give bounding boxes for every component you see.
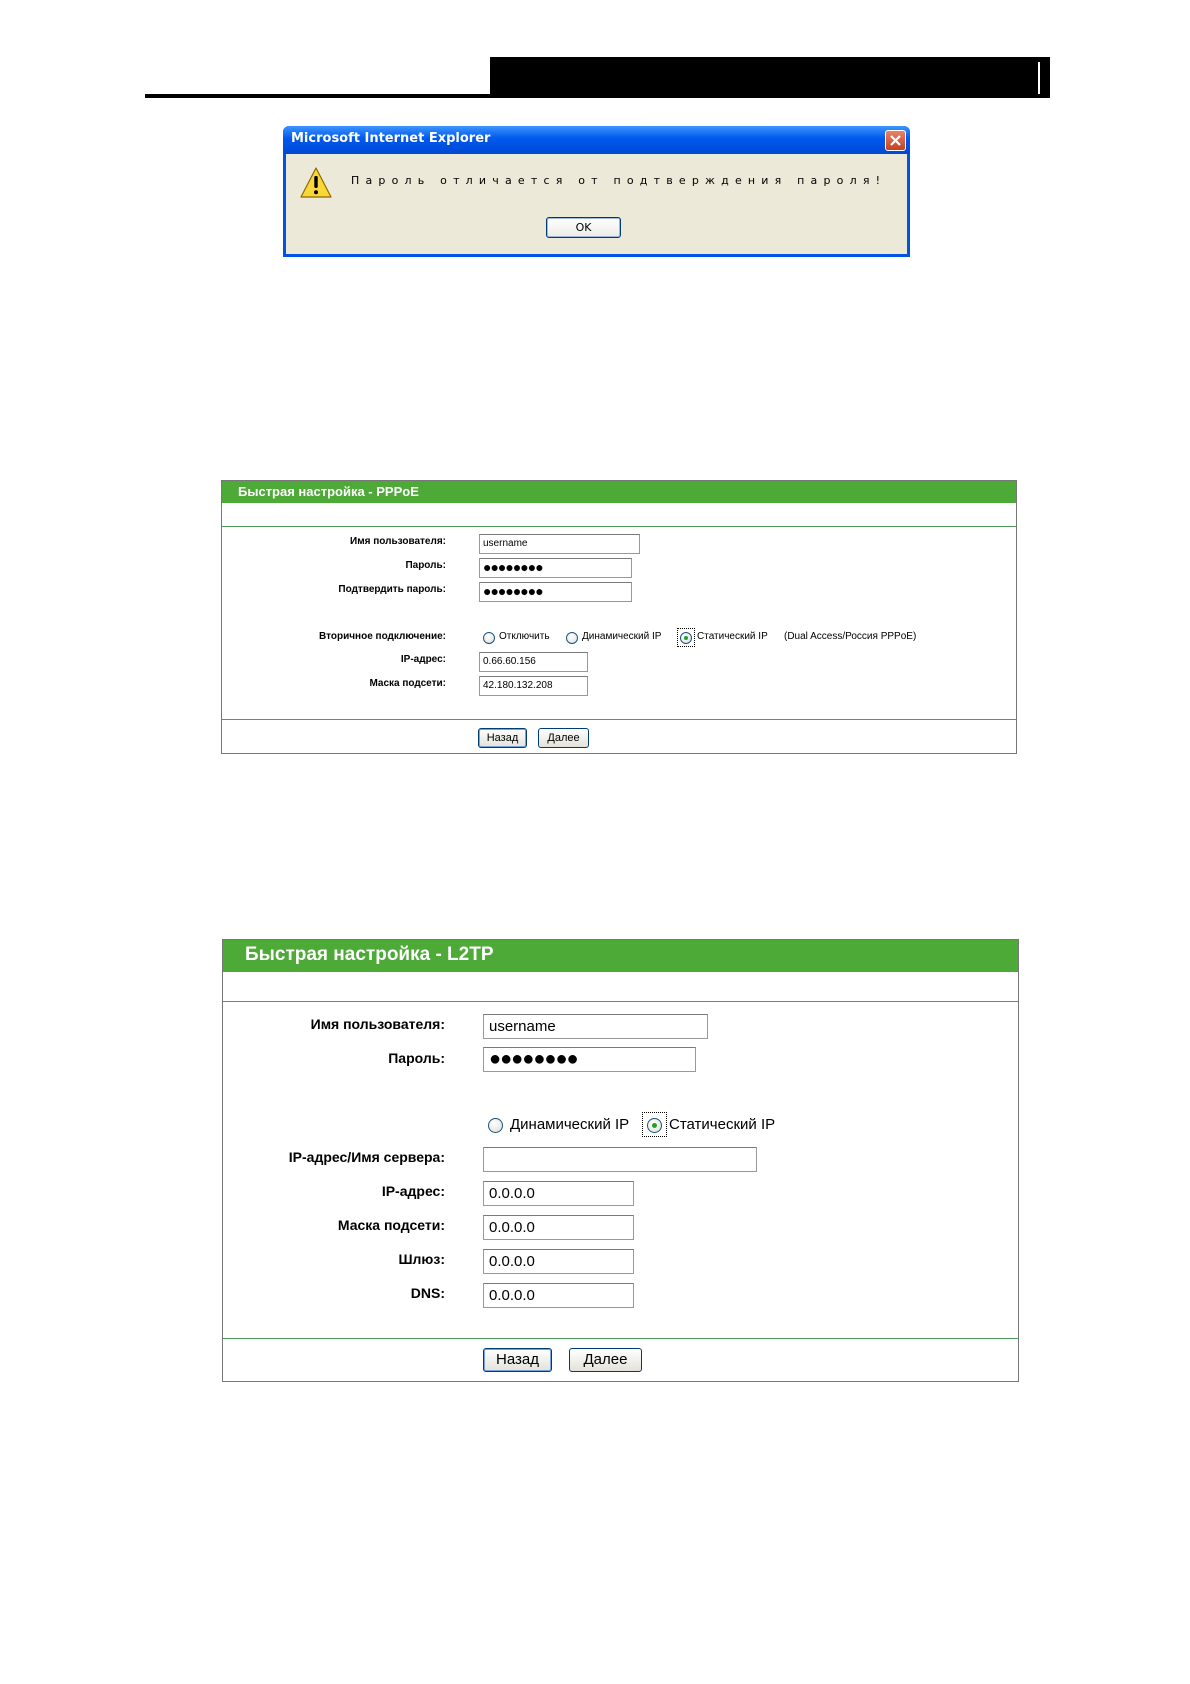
radio-static-ip[interactable]	[680, 632, 692, 644]
ip-address-field[interactable]: 0.0.0.0	[483, 1181, 634, 1206]
gateway-label: Шлюз:	[398, 1251, 445, 1267]
pppoe-panel-title: Быстрая настройка - PPPoE	[222, 481, 1016, 503]
ok-button[interactable]: OK	[546, 217, 621, 238]
radio-dynamic-ip-label: Динамический IP	[582, 631, 662, 642]
alert-title-bar	[283, 126, 910, 154]
alert-body	[286, 154, 907, 254]
radio-dynamic-ip[interactable]	[488, 1118, 503, 1133]
password-label: Пароль:	[405, 560, 446, 571]
alert-title: Microsoft Internet Explorer	[291, 131, 491, 146]
back-button[interactable]: Назад	[478, 728, 527, 748]
alert-dialog	[283, 126, 910, 257]
document-header-rule	[145, 94, 1050, 98]
confirm-password-label: Подтвердить пароль:	[338, 584, 446, 595]
close-icon[interactable]	[885, 130, 906, 151]
secondary-connection-label: Вторичное подключение:	[319, 631, 446, 642]
divider	[222, 526, 1016, 527]
divider	[223, 1001, 1018, 1002]
subnet-mask-field[interactable]: 0.0.0.0	[483, 1215, 634, 1240]
password-field[interactable]: ●●●●●●●●	[479, 558, 632, 578]
confirm-password-field[interactable]: ●●●●●●●●	[479, 582, 632, 602]
subnet-mask-label: Маска подсети:	[337, 1217, 445, 1233]
pppoe-quick-setup-panel	[221, 480, 1017, 754]
password-label: Пароль:	[388, 1050, 445, 1066]
username-field[interactable]: username	[483, 1014, 708, 1039]
l2tp-panel-title: Быстрая настройка - L2TP	[223, 940, 1018, 972]
server-address-field[interactable]	[483, 1147, 757, 1172]
radio-static-ip-label: Статический IP	[697, 631, 768, 642]
radio-dynamic-ip[interactable]	[566, 632, 578, 644]
radio-disable-label: Отключить	[499, 631, 550, 642]
radio-disable[interactable]	[483, 632, 495, 644]
back-button[interactable]: Назад	[483, 1348, 552, 1372]
dns-label: DNS:	[410, 1285, 445, 1301]
next-button[interactable]: Далее	[538, 728, 589, 748]
ip-address-label: IP-адрес:	[400, 654, 446, 665]
username-label: Имя пользователя:	[350, 536, 446, 547]
l2tp-quick-setup-panel	[222, 939, 1019, 1382]
dual-access-note: (Dual Access/Россия PPPoE)	[784, 631, 917, 642]
document-header-tick	[1038, 62, 1040, 94]
radio-dynamic-ip-label: Динамический IP	[510, 1116, 630, 1133]
subnet-mask-field[interactable]: 42.180.132.208	[479, 676, 588, 696]
document-header-bar	[490, 57, 1050, 97]
dns-field[interactable]: 0.0.0.0	[483, 1283, 634, 1308]
gateway-field[interactable]: 0.0.0.0	[483, 1249, 634, 1274]
username-label: Имя пользователя:	[310, 1016, 445, 1032]
password-field[interactable]: ●●●●●●●●	[483, 1047, 696, 1072]
server-address-label: IP-адрес/Имя сервера:	[288, 1149, 445, 1165]
divider	[223, 1338, 1018, 1339]
ip-address-field[interactable]: 0.66.60.156	[479, 652, 588, 672]
ip-address-label: IP-адрес:	[381, 1183, 445, 1199]
alert-message: Пароль отличается от подтверждения пароля!	[351, 174, 887, 187]
divider	[222, 719, 1016, 720]
next-button[interactable]: Далее	[569, 1348, 642, 1372]
subnet-mask-label: Маска подсети:	[369, 678, 446, 689]
radio-static-ip-label: Статический IP	[669, 1116, 776, 1133]
warning-icon	[299, 166, 333, 200]
radio-static-ip[interactable]	[647, 1118, 662, 1133]
username-field[interactable]: username	[479, 534, 640, 554]
